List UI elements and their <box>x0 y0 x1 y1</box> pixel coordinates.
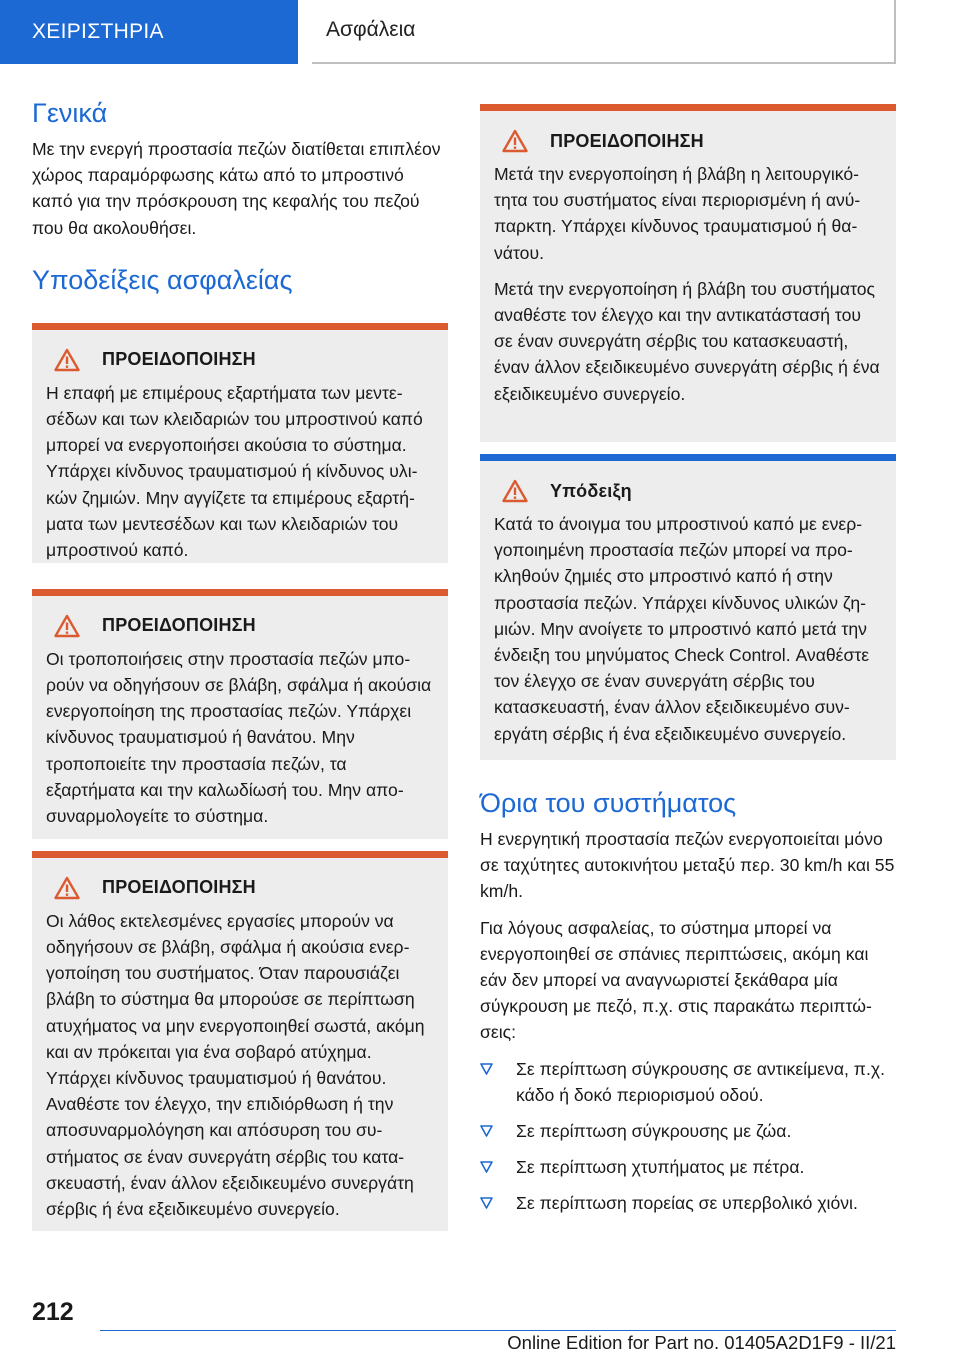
warning-triangle-icon <box>502 129 528 153</box>
warning-title: ΠΡΟΕΙΔΟΠΟΙΗΣΗ <box>102 877 256 898</box>
limits-text-2: Για λόγους ασφαλείας, το σύστημα μπορεί να ενεργοποιηθεί σε σπάνιες περιπτώσεις, ακόμη και εάν δεν μπορεί να αναγνωριστεί ξεκάθαρα μία σύγκρουση με πεζό, π.χ. στις παρακάτω περιπτώσεις: <box>480 917 872 1043</box>
triangle-bullet-icon <box>480 1161 493 1173</box>
left-column <box>32 96 448 1231</box>
warning-box-contact <box>32 323 448 563</box>
warning-header <box>46 348 434 372</box>
warning-header <box>494 129 882 153</box>
warning-title: ΠΡΟΕΙΔΟΠΟΙΗΣΗ <box>550 130 704 151</box>
note-header <box>494 479 882 503</box>
warning-title: ΠΡΟΕΙΔΟΠΟΙΗΣΗ <box>102 615 256 636</box>
page-number: 212 <box>32 1298 74 1326</box>
triangle-bullet-icon <box>480 1125 493 1137</box>
footer-edition: Online Edition for Part no. 01405A2D1F9 - II/21 <box>507 1332 896 1353</box>
safety-heading: Υποδείξεις ασφαλείας <box>32 264 293 295</box>
list-item <box>480 1118 896 1144</box>
list-item <box>480 1190 896 1216</box>
warning-text: Οι λάθος εκτελεσμένες εργασίες μπορούν να οδηγήσουν σε βλάβη, σφάλμα ή ακούσια ενεργοποίηση του συστήματος. Όταν παρουσιάζει βλάβη το σύστημα θα μπορούσε σε περίπτωση ατυχήματος να μην ενεργοποιηθεί σωστά, ακόμη και αν πρόκειται για ένα σοβαρό ατύχημα. Υπάρχει κίνδυνος τραυματισμού ή θανάτου. Αναθέστε τον έλεγχο, την επιδιόρθωση ή την αποσυναρμολόγηση και απόσυρση του συστήματος σε έναν συνεργάτη σέρβις του κατασκευαστή, έναν άλλον εξειδικευμένο συνεργάτη σέρβις ή ένα εξειδικευμένο συνεργείο. <box>46 910 425 1220</box>
list-item-text: Σε περίπτωση σύγκρουσης με ζώα. <box>516 1121 792 1142</box>
warning-text-2: Μετά την ενεργοποίηση ή βλάβη του συστήματος αναθέστε τον έλεγχο και την αντικατάστασή του σε έναν συνεργάτη σέρβις του κατασκευαστή, έναν άλλον εξειδικευμένο συνεργάτη σέρβις ή ένα εξειδικευμένο συνεργείο. <box>494 278 880 404</box>
warning-triangle-icon <box>502 479 528 503</box>
triangle-bullet-icon <box>480 1063 493 1075</box>
section-title: Ασφάλεια <box>312 0 896 64</box>
footer-rule <box>100 1330 896 1331</box>
list-item-text: Σε περίπτωση πορείας σε υπερβολικό χιόνι. <box>516 1193 858 1214</box>
warning-header <box>46 614 434 638</box>
warning-text: Η επαφή με επιμέρους εξαρτήματα των μεντεσέδων και των κλειδαριών του μπροστινού καπό μπορεί να ενεργοποιήσει ακούσια το σύστημα. Υπάρχει κίνδυνος τραυματισμού ή κίνδυνος υλικών ζημιών. Μην αγγίζετε τα επιμέρους εξαρτήματα των μεντεσέδων και των κλειδαριών του μπροστινού καπό. <box>46 382 423 561</box>
limits-text-1: Η ενεργητική προστασία πεζών ενεργοποιείται μόνο σε ταχύτητες αυτοκινήτου μεταξύ περ. 30 km/h και 55 km/h. <box>480 829 895 902</box>
warning-box-modifications <box>32 589 448 839</box>
note-title: Υπόδειξη <box>550 480 632 501</box>
list-item-text: Σε περίπτωση σύγκρουσης σε αντικείμενα, π.χ. κάδο ή δοκό περιορισμού οδού. <box>516 1058 885 1105</box>
limits-bullet-list <box>480 1056 896 1217</box>
list-item-text: Σε περίπτωση χτυπήματος με πέτρα. <box>516 1157 805 1178</box>
general-heading: Γενικά <box>32 98 108 128</box>
warning-text-1: Μετά την ενεργοποίηση ή βλάβη η λειτουργικότητα του συστήματος είναι περιορισμένη ή ανύπαρκτη. Υπάρχει κίνδυνος τραυματισμού ή θανάτου. <box>494 164 861 263</box>
warning-header <box>46 876 434 900</box>
chapter-tab: ΧΕΙΡΙΣΤΗΡΙΑ <box>0 0 298 64</box>
warning-box-after-activation <box>480 104 896 442</box>
limits-heading: Όρια του συστήματος <box>480 788 737 818</box>
list-item <box>480 1154 896 1180</box>
warning-text: Οι τροποποιήσεις στην προστασία πεζών μπορούν να οδηγήσουν σε βλάβη, σφάλμα ή ακούσια ενεργοποίηση της προστασίας πεζών. Υπάρχει κίνδυνος τραυματισμού ή θανάτου. Μην τροποποιείτε την προστασία πεζών, τα εξαρτήματα και την καλωδίωσή του. Μην αποσυναρμολογείτε το σύστημα. <box>46 648 432 827</box>
warning-title: ΠΡΟΕΙΔΟΠΟΙΗΣΗ <box>102 349 256 370</box>
warning-box-faulty-work <box>32 851 448 1231</box>
general-text: Με την ενεργή προστασία πεζών διατίθεται επιπλέον χώρος παραμόρφωσης κάτω από το μπροστινό καπό για την πρόσκρουση της κεφαλής του πεζού που θα ακολουθήσει. <box>32 139 441 238</box>
note-box-hood <box>480 454 896 760</box>
list-item <box>480 1056 896 1108</box>
triangle-bullet-icon <box>480 1197 493 1209</box>
right-column <box>480 104 896 1227</box>
warning-triangle-icon <box>54 348 80 372</box>
warning-triangle-icon <box>54 876 80 900</box>
warning-triangle-icon <box>54 614 80 638</box>
note-text: Κατά το άνοιγμα του μπροστινού καπό με ενεργοποιημένη προστασία πεζών μπορεί να προκληθούν ζημιές στο μπροστινό καπό ή στην προστασία πεζών. Υπάρχει κίνδυνος υλικών ζημιών. Μην ανοίγετε το μπροστινό καπό μετά την ένδειξη του μηνύματος Check Control. Αναθέστε τον έλεγχο σε έναν συνεργάτη σέρβις του κατασκευαστή, έναν άλλον εξειδικευμένο συνεργάτη σέρβις ή ένα εξειδικευμένο συνεργείο. <box>494 514 870 744</box>
